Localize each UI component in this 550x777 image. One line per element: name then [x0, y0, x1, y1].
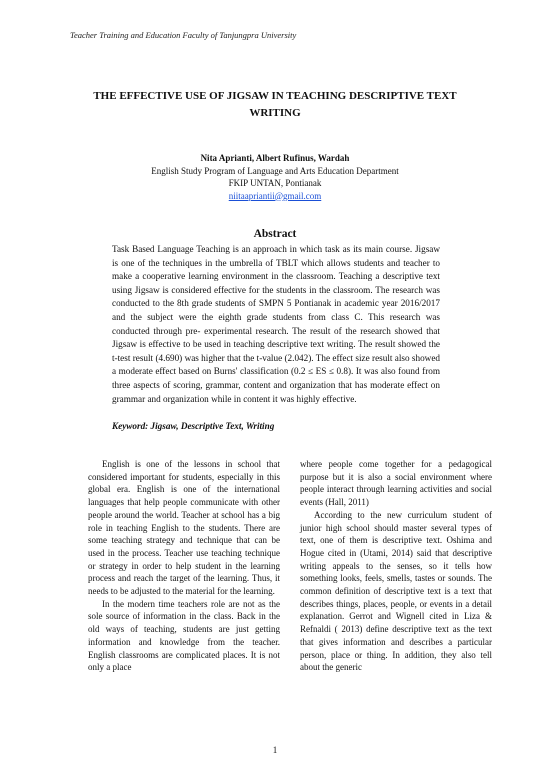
- abstract-body: Task Based Language Teaching is an approach in which task as its main course. Jigsaw is one of the techniques in the umbrella of TBLT which allows students and teacher to make a cooperative learning environment in the classroom. Teaching a descriptive text using Jigsaw is considered effective for the students in the classroom. The research was conducted to the 8th grade students of SMPN 5 Pontianak in academic year 2016/2017 and the subject were the eighth grade students from class C. This research was conducted through pre- experimental research. The result of the research showed that Jigsaw is effective to be used in teaching descriptive text writing. The result showed the t-test result (4.690) was higher that the t-value (2.042). The effect size result also showed a moderate effect based on Burns' classification (0.2 ≤ ES ≤ 0.8). It was also found from three aspects of scoring, grammar, content and organization that has moderate effect on grammar and organization while in content it was highly effective.: [112, 244, 440, 404]
- page-number: 1: [272, 745, 278, 755]
- keywords-line: Keyword: Jigsaw, Descriptive Text, Writing: [112, 421, 275, 431]
- author-names: Nita Aprianti, Albert Rufinus, Wardah: [200, 153, 350, 163]
- body-column-right: [300, 458, 492, 674]
- abstract-heading: Abstract: [253, 228, 297, 240]
- body-column-left: [88, 458, 280, 674]
- paper-title: THE EFFECTIVE USE OF JIGSAW IN TEACHING DESCRIPTIVE TEXT WRITING: [93, 90, 457, 119]
- body-paragraph: According to the new curriculum student of junior high school should master several types of text, one of them is descriptive text. Oshima and Hogue cited in (Utami, 2014) said that descriptive writing appeals to the senses, so it tells how something looks, feels, smells, tastes or sounds. The common definition of descriptive text is a text that describes things, places, people, or events in a detail explanation. Gerrot and Wignell cited in Liza & Refnaldi ( 2013) define descriptive text as the text that gives information and describes a particular person, place or thing. In addition, they also tell about the generic: [300, 509, 492, 673]
- running-head: Teacher Training and Education Faculty of Tanjungpra University: [70, 30, 297, 40]
- author-block: [100, 152, 450, 202]
- body-paragraph: where people come together for a pedagogical purpose but it is also a social environment where people interact through learning activities and social events (Hall, 2011): [300, 459, 492, 508]
- body-paragraph: English is one of the lessons in school that considered important for students, especially in this global era. English is one of the international languages that help people communicate with other people around the world. Teacher at school has a big role in teaching English to the students. There are some teaching strategy and technique that can be used in the process. Teacher use teaching technique or strategy in order to help student in the learning process and reach the target of the learning. Thus, it needs to be adjusted to the material for the learning.: [88, 459, 280, 597]
- author-department: English Study Program of Language and Arts Education Department: [151, 165, 399, 176]
- author-affiliation: FKIP UNTAN, Pontianak: [228, 178, 322, 188]
- author-email-link[interactable]: niitaapriantii@gmail.com: [228, 190, 322, 201]
- body-paragraph: In the modern time teachers role are not as the sole source of information in the class. Back in the old ways of teaching, students are just getting information and knowledge from the teacher. English classrooms are complicated places. It is not only a place: [88, 598, 280, 673]
